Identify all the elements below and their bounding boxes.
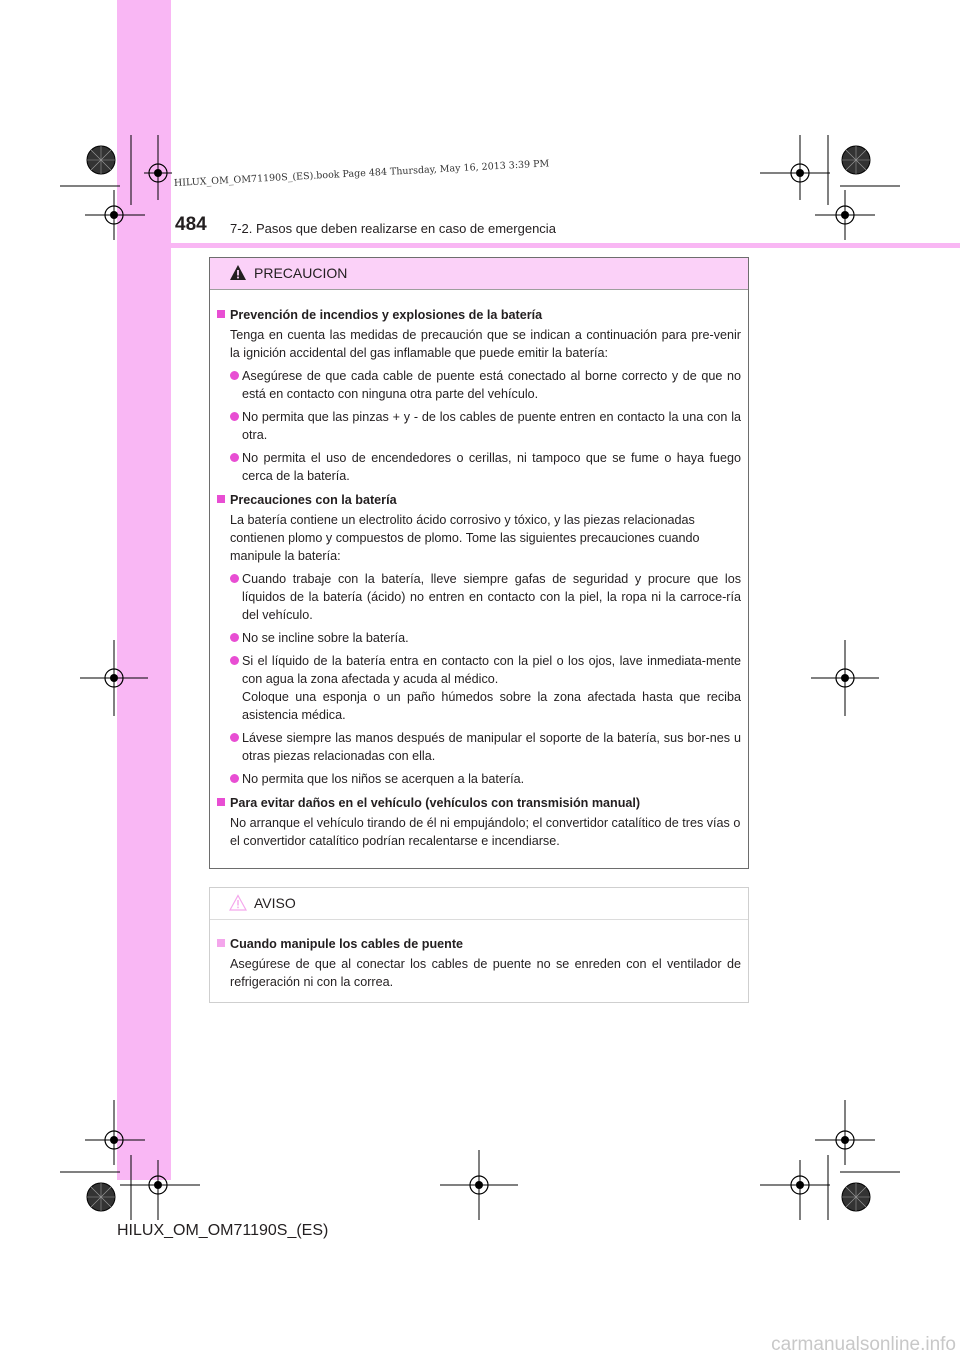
caution-heading-battery: Precauciones con la batería [217,491,741,509]
warning-triangle-icon [229,264,247,281]
round-bullet-icon [230,774,239,783]
section-title: 7-2. Pasos que deben realizarse en caso de emergencia [230,221,556,236]
caution-outline-triangle-icon [229,894,247,911]
round-bullet-icon [230,371,239,380]
square-bullet-icon [217,939,225,947]
caution-heading-vehicle: Para evitar daños en el vehículo (vehículos con transmisión manual) [217,794,741,812]
manual-code-footer: HILUX_OM_OM71190S_(ES) [117,1222,329,1239]
caution-header [210,258,748,290]
page-number: 484 [175,214,207,235]
round-bullet-icon [230,656,239,665]
caution-title: PRECAUCION [254,265,348,281]
square-bullet-icon [217,495,225,503]
caution-text-vehicle: No arranque el vehículo tirando de él ni empujándolo; el convertidor catalítico de tres vías o el convertidor catalítico podrían recalentarse e incendiarse. [230,816,741,848]
round-bullet-icon [230,574,239,583]
square-bullet-icon [217,798,225,806]
caution-body [210,290,748,850]
watermark: carmanualsonline.info [771,1334,956,1355]
notice-heading: Cuando manipule los cables de puente [217,935,741,953]
bullet-extra-text: Coloque una esponja o un paño húmedos sobre la zona afectada hasta que reciba asistencia médica. [242,690,741,722]
notice-text: Asegúrese de que al conectar los cables de puente no se enreden con el ventilador de refrigeración ni con la correa. [230,957,741,989]
round-bullet-icon [230,733,239,742]
list-item: No permita el uso de encendedores o cerillas, ni tampoco que se fume o haya fuego cerca de la batería. [217,449,741,485]
caution-text-battery: La batería contiene un electrolito ácido corrosivo y tóxico, y las piezas relacionadas contienen plomo y compuestos de plomo. Tome las siguientes precauciones cuando manipule la batería: [230,513,700,563]
list-item: Cuando trabaje con la batería, lleve siempre gafas de seguridad y procure que los líquidos de la batería (ácido) no entren en contacto con la piel, la ropa ni la carroce-ría del vehículo. [217,570,741,624]
notice-body [210,920,748,991]
notice-box [209,887,749,1003]
list-item: No permita que los niños se acerquen a la batería. [217,770,741,788]
notice-title: AVISO [254,895,296,911]
round-bullet-icon [230,633,239,642]
list-item: No se incline sobre la batería. [217,629,741,647]
square-bullet-icon [217,310,225,318]
round-bullet-icon [230,453,239,462]
print-stamp: HILUX_OM_OM71190S_(ES).book Page 484 Thursday, May 16, 2013 3:39 PM [173,158,550,189]
list-item: Asegúrese de que cada cable de puente está conectado al borne correcto y de que no está en contacto con ninguna otra parte del vehículo. [217,367,741,403]
list-item: Si el líquido de la batería entra en contacto con la piel o los ojos, lave inmediata-mente con agua la zona afectada y acuda al médico. Coloque una esponja o un paño húmedos sobre la zona afectada hasta que reciba asistencia médica. [217,652,741,724]
list-item: No permita que las pinzas + y - de los cables de puente entren en contacto la una con la otra. [217,408,741,444]
header-rule [117,243,960,248]
caution-box [209,257,749,869]
list-item: Lávese siempre las manos después de manipular el soporte de la batería, sus bor-nes u otras piezas relacionadas con ella. [217,729,741,765]
caution-text-fire: Tenga en cuenta las medidas de precaución que se indican a continuación para pre-venir la ignición accidental del gas inflamable que puede emitir la batería: [230,328,741,360]
caution-heading-fire: Prevención de incendios y explosiones de la batería [217,306,741,324]
notice-header [210,888,748,920]
round-bullet-icon [230,412,239,421]
